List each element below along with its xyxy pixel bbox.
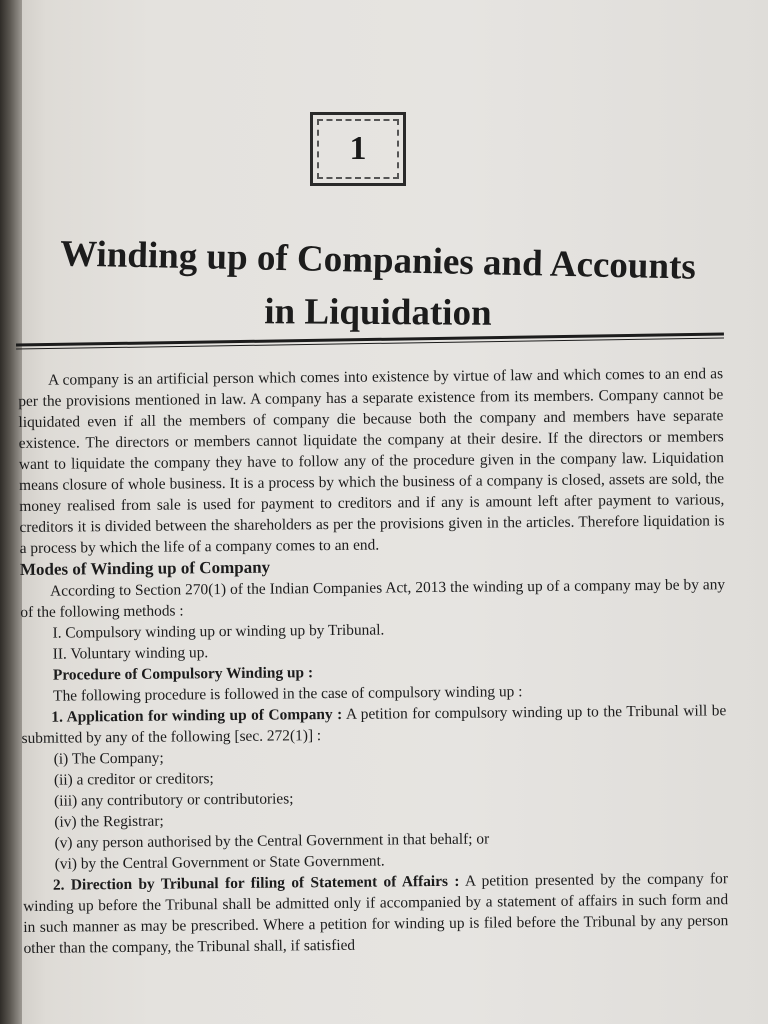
procedure-heading: Procedure of Compulsory Winding up : xyxy=(52,664,314,684)
modes-paragraph: According to Section 270(1) of the Indian Companies Act, 2013 the winding up of a company may be by any of the following methods : xyxy=(20,576,726,621)
point-1-text: A petition for compulsory winding up to the Tribunal will be submitted by any of the following [sec. 272(1)] : xyxy=(21,702,727,747)
petitioner-item: (ii) a creditor or creditors; xyxy=(53,770,214,789)
point-2 xyxy=(23,868,729,959)
section-heading: Modes of Winding up of Company xyxy=(19,557,271,579)
petitioner-item: (v) any person authorised by the Central Government in that behalf; or xyxy=(54,830,490,852)
point-2-text: A petition presented by the company for winding up before the Tribunal shall be admitted only if accompanied by a statement of affairs in such form and in such manner as may be prescribed. Where a petition for winding up is filed before the Tribunal by any person other than the company, the Tribunal shall, if satisfied xyxy=(23,870,729,957)
petitioner-item: (vi) by the Central Government or State Government. xyxy=(54,852,385,873)
chapter-number-box xyxy=(310,112,406,186)
title-divider xyxy=(16,332,724,349)
intro-paragraph: A company is an artificial person which comes into existence by virtue of law and which comes to an end as per the provisions mentioned in law. A company has a separate existence from its members. Company cannot be liquidated even if all the members of company die because both the company and members have separate existence. The directors or members cannot liquidate the company at their desire. If the directors or members want to liquidate the company they have to follow any of the procedure given in the company law. Liquidation means closure of whole business. It is a process by which the business of a company is closed, assets are sold, the money realised from sale is used for payment to creditors and if any is amount left after payment to various, creditors it is divided between the shareholders as per the provisions given in the articles. Therefore liquidation is a process by which the life of a company comes to an end. xyxy=(18,365,725,557)
mode-item: I. Compulsory winding up or winding up by Tribunal. xyxy=(52,621,385,642)
chapter-title-line-1: Winding up of Companies and Accounts xyxy=(59,233,697,288)
chapter-title-line-2: in Liquidation xyxy=(264,291,492,334)
procedure-intro: The following procedure is followed in the case of compulsory winding up : xyxy=(53,683,523,705)
petitioner-item: (i) The Company; xyxy=(53,749,164,768)
point-1 xyxy=(21,700,726,749)
chapter-body xyxy=(18,363,729,959)
petitioner-item: (iii) any contributory or contributories; xyxy=(54,790,294,810)
petitioner-item: (iv) the Registrar; xyxy=(54,812,164,831)
point-1-heading: 1. Application for winding up of Company : xyxy=(51,705,343,726)
mode-item: II. Voluntary winding up. xyxy=(52,644,209,663)
chapter-number: 1 xyxy=(349,130,367,167)
point-2-heading: 2. Direction by Tribunal for filing of Statement of Affairs : xyxy=(52,872,460,894)
